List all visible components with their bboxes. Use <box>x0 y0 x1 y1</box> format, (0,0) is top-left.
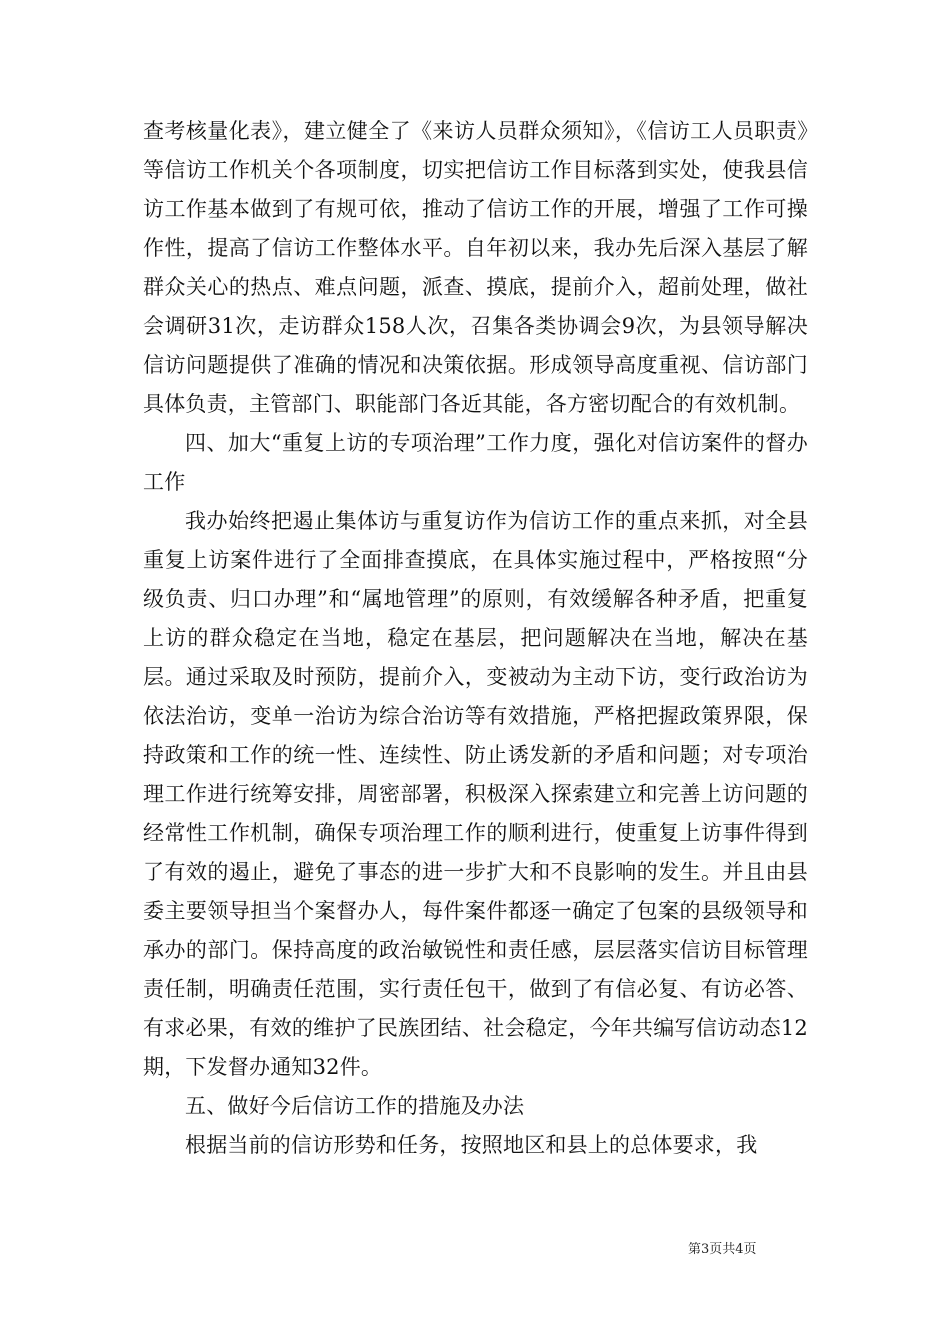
paragraph-continuation: 查考核量化表》，建立健全了《来访人员群众须知》，《信访工人员职责》等信访工作机关个各项制度，切实把信访工作目标落到实处，使我县信访工作基本做到了有规可依，推动了信访工作的开展，增强了工作可操作性，提高了信访工作整体水平。自年初以来，我办先后深入基层了解群众关心的热点、难点问题，派查、摸底，提前介入，超前处理，做社会调研31次，走访群众158人次，召集各类协调会9次，为县领导解决信访问题提供了准确的情况和决策依据。形成领导高度重视、信访部门具体负责，主管部门、职能部门各近其能，各方密切配合的有效机制。 <box>143 119 808 416</box>
document-body <box>143 112 808 1165</box>
section-heading-four: 四、加大“重复上访的专项治理”工作力度，强化对信访案件的督办工作 <box>143 431 808 494</box>
page-number: 第3页共4页 <box>688 1242 757 1257</box>
section-heading-five: 五、做好今后信访工作的措施及办法 <box>185 1094 525 1118</box>
paragraph-body: 我办始终把遏止集体访与重复访作为信访工作的重点来抓，对全县重复上访案件进行了全面排查摸底，在具体实施过程中，严格按照“分级负责、归口办理”和“属地管理”的原则，有效缓解各种矛盾，把重复上访的群众稳定在当地，稳定在基层，把问题解决在当地，解决在基层。通过采取及时预防，提前介入，变被动为主动下访，变行政治访为依法治访，变单一治访为综合治访等有效措施，严格把握政策界限，保持政策和工作的统一性、连续性、防止诱发新的矛盾和问题；对专项治理工作进行统筹安排，周密部署，积极深入探索建立和完善上访问题的经常性工作机制，确保专项治理工作的顺利进行，使重复上访事件得到了有效的遏止，避免了事态的进一步扩大和不良影响的发生。并且由县委主要领导担当个案督办人，每件案件都逐一确定了包案的县级领导和承办的部门。保持高度的政治敏锐性和责任感，层层落实信访目标管理责任制，明确责任范围，实行责任包干，做到了有信必复、有访必答、有求必果，有效的维护了民族团结、社会稳定，今年共编写信访动态12期，下发督办通知32件。 <box>143 509 808 1079</box>
paragraph-body-start: 根据当前的信访形势和任务，按照地区和县上的总体要求，我 <box>185 1133 758 1157</box>
